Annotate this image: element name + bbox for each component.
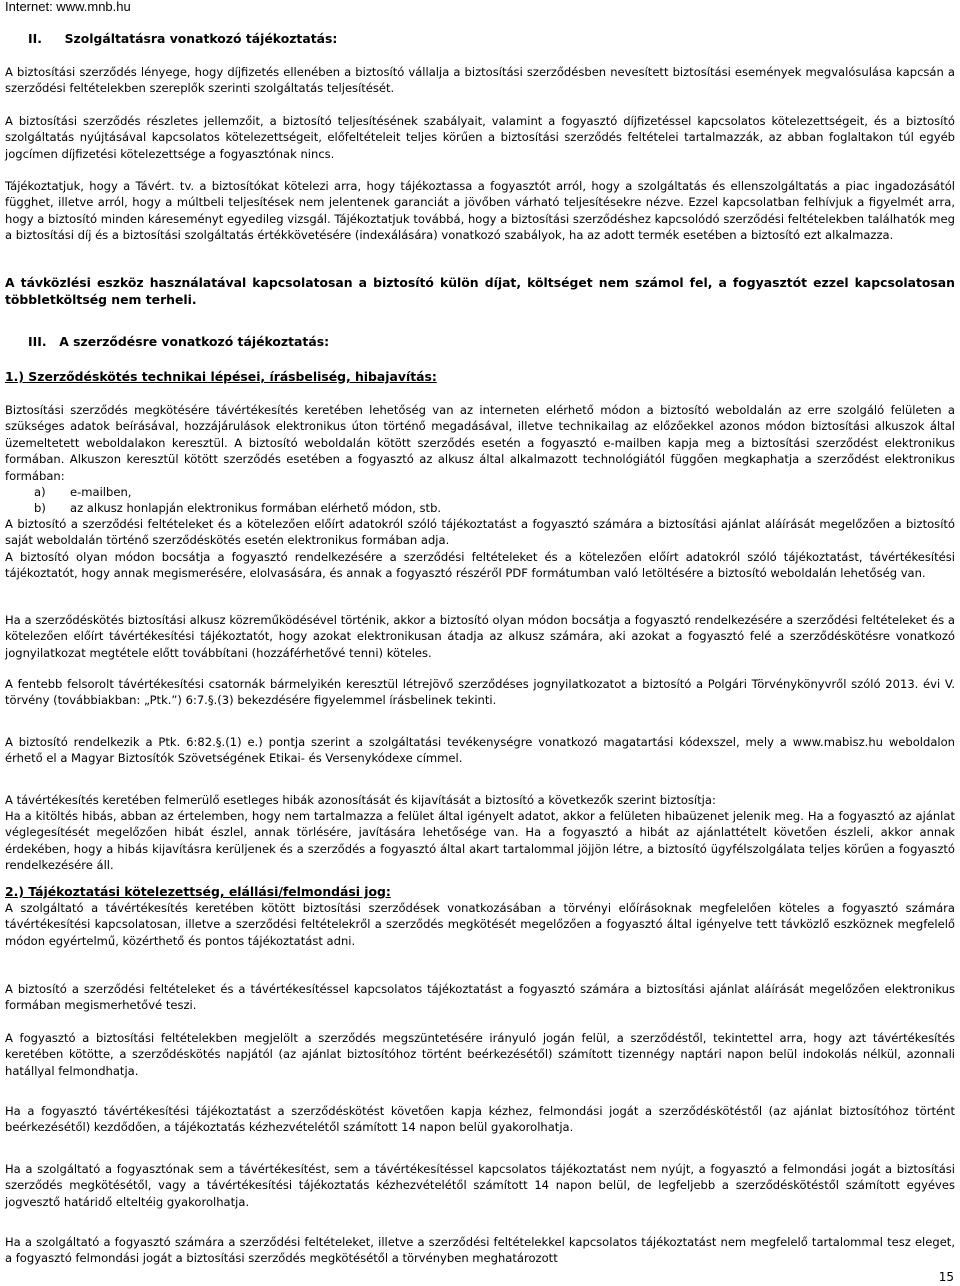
paragraph: Ha a fogyasztó távértékesítési tájékoztatást a szerződéskötést követően kapja kézhez, felmondási jogát a szerződéskötéstől (az ajánlat biztosítóhoz történt beérkezésétől) kezdődően, a tájékoztatás kézhezvételétől számított 14 napon belül gyakorolhatja. bbox=[5, 1104, 955, 1135]
paragraph: Ha a szerződéskötés biztosítási alkusz közreműködésével történik, akkor a biztosító olyan módon bocsátja a fogyasztó rendelkezésére a szerződési feltételeket és a kötelezően előírt távértékesítési tájékoztatót, hogy azokat elektronikusan átadja az alkusz számára, aki azokat a fogyasztó felé a szerződéskötésre vonatkozó jognyilatkozat megtétele előtt továbbítani (hozzáférhetővé tenni) köteles. bbox=[5, 613, 955, 660]
paragraph: Ha a szolgáltató a fogyasztónak sem a távértékesítést, sem a távértékesítéssel kapcsolatos tájékoztatást nem nyújt, a fogyasztó a felmondási jogát a biztosítási szerződés megkötésétől, vagy a távértékesítési tájékoztatás kézhezvételétől számított 14 napon belül, de legfeljebb a szerződéskötéstől számított egyéves jogvesztő határidő elteltéig gyakorolhatja. bbox=[5, 1162, 955, 1209]
section-2-number: II. bbox=[28, 31, 42, 46]
header-url: Internet: www.mnb.hu bbox=[5, 0, 131, 14]
subsection-2-heading: 2.) Tájékoztatási kötelezettség, elállási/felmondási jog: bbox=[5, 884, 391, 899]
list-text: e-mailben, bbox=[70, 485, 132, 499]
page-number: 15 bbox=[938, 1269, 954, 1284]
paragraph: A fogyasztó a biztosítási feltételekben megjelölt a szerződés megszüntetésére irányuló jogán felül, a szerződéstől, tekintettel arra, hogy azt távértékesítés keretében kötötte, a szerződéskötés napjától (az ajánlat biztosítóhoz történt beérkezésétől) számított tizennégy naptári napon belül indokolás nélkül, azonnali hatállyal felmondhatja. bbox=[5, 1031, 955, 1078]
section-3-heading bbox=[28, 334, 329, 350]
list-marker: b) bbox=[34, 501, 46, 515]
paragraph: Ha a szolgáltató a fogyasztó számára a szerződési feltételeket, illetve a szerződési feltételekkel kapcsolatos tájékoztatást nem megfelelő tartalommal tesz eleget, a fogyasztó felmondási jogát a biztosítási szerződés megkötésétől a törvényben meghatározott bbox=[5, 1235, 955, 1266]
section-3-number: III. bbox=[28, 334, 47, 349]
paragraph: A biztosítási szerződés részletes jellemzőit, a biztosító teljesítésének szabályait, valamint a fogyasztó díjfizetéssel kapcsolatos kötelezettségeit, és a biztosító szolgáltatás nyújtásával kapcsolatos kötelezettségeit, előfeltételeit teljes körűen a biztosítási szerződés feltételei tartalmazzák, az abban foglaltakon túl egyéb jogcímen díjfizetési kötelezettsége a fogyasztónak nincs. bbox=[5, 114, 955, 161]
paragraph: Biztosítási szerződés megkötésére távértékesítés keretében lehetőség van az interneten elérhető módon a biztosító weboldalán az erre szolgáló felületen a szükséges adatok beírásával, hozzájárulások elektronikus úton történő megadásával, illetve technikailag az előzőekkel azonos módon biztosítási alkuszok által üzemeltetett weboldalakon keresztül. A biztosító weboldalán kötött szerződés esetén a fogyasztó e-mailben kapja meg a biztosítási szerződést elektronikus formában. Alkuszon keresztül kötött szerződés esetében a fogyasztó az alkusz által alkalmazott technológiától függően megkaphatja a szerződést elektronikus formában: bbox=[5, 403, 955, 483]
paragraph: Ha a kitöltés hibás, abban az értelemben, hogy nem tartalmazza a felület által igényelt adatot, akkor a felületen hibaüzenet jelenik meg. Ha a fogyasztó az ajánlat véglegesítését megelőzően hibát észlel, annak törlésére, javítására lehetősége van. Ha a fogyasztó a hibát az ajánlattételt követően észleli, akkor annak érdekében, hogy a hibás kijavításra kerüljenek és a szerződés a fogyasztó által akart tartalommal jöjjön létre, a biztosító ügyfélszolgálata teljes körűen a fogyasztó rendelkezésére áll. bbox=[5, 809, 955, 873]
section-2-heading bbox=[28, 31, 337, 47]
paragraph: A távértékesítés keretében felmerülő esetleges hibák azonosítását és kijavítását a biztosító a következők szerint biztosítja: bbox=[5, 793, 716, 807]
list-text: az alkusz honlapján elektronikus formában elérhető módon, stb. bbox=[70, 501, 442, 515]
list-marker: a) bbox=[34, 485, 46, 499]
paragraph: A biztosító a szerződési feltételeket és a távértékesítéssel kapcsolatos tájékoztatást a fogyasztó számára a biztosítási ajánlat aláírását megelőzően elektronikus formában megismerhetővé teszi. bbox=[5, 982, 955, 1013]
paragraph: A biztosítási szerződés lényege, hogy díjfizetés ellenében a biztosító vállalja a biztosítási szerződésben nevesített biztosítási események megvalósulása kapcsán a szerződési feltételekben szereplők szerinti szolgáltatás teljesítését. bbox=[5, 65, 955, 96]
paragraph: A szolgáltató a távértékesítés keretében kötött biztosítási szerződések vonatkozásában a törvényi előírásoknak megfelelően köteles a fogyasztó számára távértékesítési kapcsolatosan, illetve a szerződési feltételekről a szerződés megkötését megelőzően a fogyasztó által igényelve tett távközlő eszköznek megfelelő módon egyértelmű, közérthető és pontos tájékoztatást adni. bbox=[5, 901, 955, 948]
list-item bbox=[5, 500, 441, 516]
subsection-1-heading: 1.) Szerződéskötés technikai lépései, írásbeliség, hibajavítás: bbox=[5, 369, 437, 384]
list-item bbox=[5, 484, 131, 500]
paragraph: A biztosító olyan módon bocsátja a fogyasztó rendelkezésére a szerződési feltételeket és a kötelezően előírt adatokról szóló tájékoztatást, távértékesítési tájékoztatót, hogy annak megismerésére, elolvasására, és annak a fogyasztó részéről PDF formátumban való letöltésére a biztosító weboldalán lehetőség van. bbox=[5, 550, 955, 581]
paragraph: A fentebb felsorolt távértékesítési csatornák bármelyikén keresztül létrejövő szerződéses jognyilatkozatot a biztosító a Polgári Törvénykönyvről szóló 2013. évi V. törvény (továbbiakban: „Ptk.”) 6:7.§.(3) bekezdésére figyelemmel írásbelinek tekinti. bbox=[5, 677, 955, 708]
bold-notice: A távközlési eszköz használatával kapcsolatosan a biztosító külön díjat, költséget nem számol fel, a fogyasztót ezzel kapcsolatosan többletköltség nem terheli. bbox=[5, 275, 955, 307]
section-3-title: A szerződésre vonatkozó tájékoztatás: bbox=[59, 334, 330, 349]
paragraph: Tájékoztatjuk, hogy a Távért. tv. a biztosítókat kötelezi arra, hogy tájékoztassa a fogyasztót arról, hogy a szolgáltatás és ellenszolgáltatás a piac ingadozásától függhet, illetve arról, hogy a múltbeli teljesítések nem jelentenek garanciát a jövőben várható teljesítésekre nézve. Ezzel kapcsolatban felhívjuk a figyelmét arra, hogy a biztosító minden káreseményt egyedileg vizsgál. Tájékoztatjuk továbbá, hogy a biztosítási szerződéshez kapcsolódó szerződési feltételekben találhatók meg a biztosítási díj és a biztosítási szolgáltatás értékkövetésére (indexálására) vonatkozó szabályok, ha az adott termék esetében a biztosító ezt alkalmazza. bbox=[5, 179, 955, 243]
paragraph: A biztosító rendelkezik a Ptk. 6:82.§.(1) e.) pontja szerint a szolgáltatási tevékenységre vonatkozó magatartási kódexszel, mely a www.mabisz.hu weboldalon érhető el a Magyar Biztosítók Szövetségének Etikai- és Versenykódexe címmel. bbox=[5, 735, 955, 766]
paragraph: A biztosító a szerződési feltételeket és a kötelezően előírt adatokról szóló tájékoztatást a fogyasztó számára a biztosítási ajánlat aláírását megelőzően a biztosító saját weboldalán történő szerződéskötés esetén elektronikus formában adja. bbox=[5, 517, 955, 548]
section-2-title: Szolgáltatásra vonatkozó tájékoztatás: bbox=[64, 31, 338, 46]
